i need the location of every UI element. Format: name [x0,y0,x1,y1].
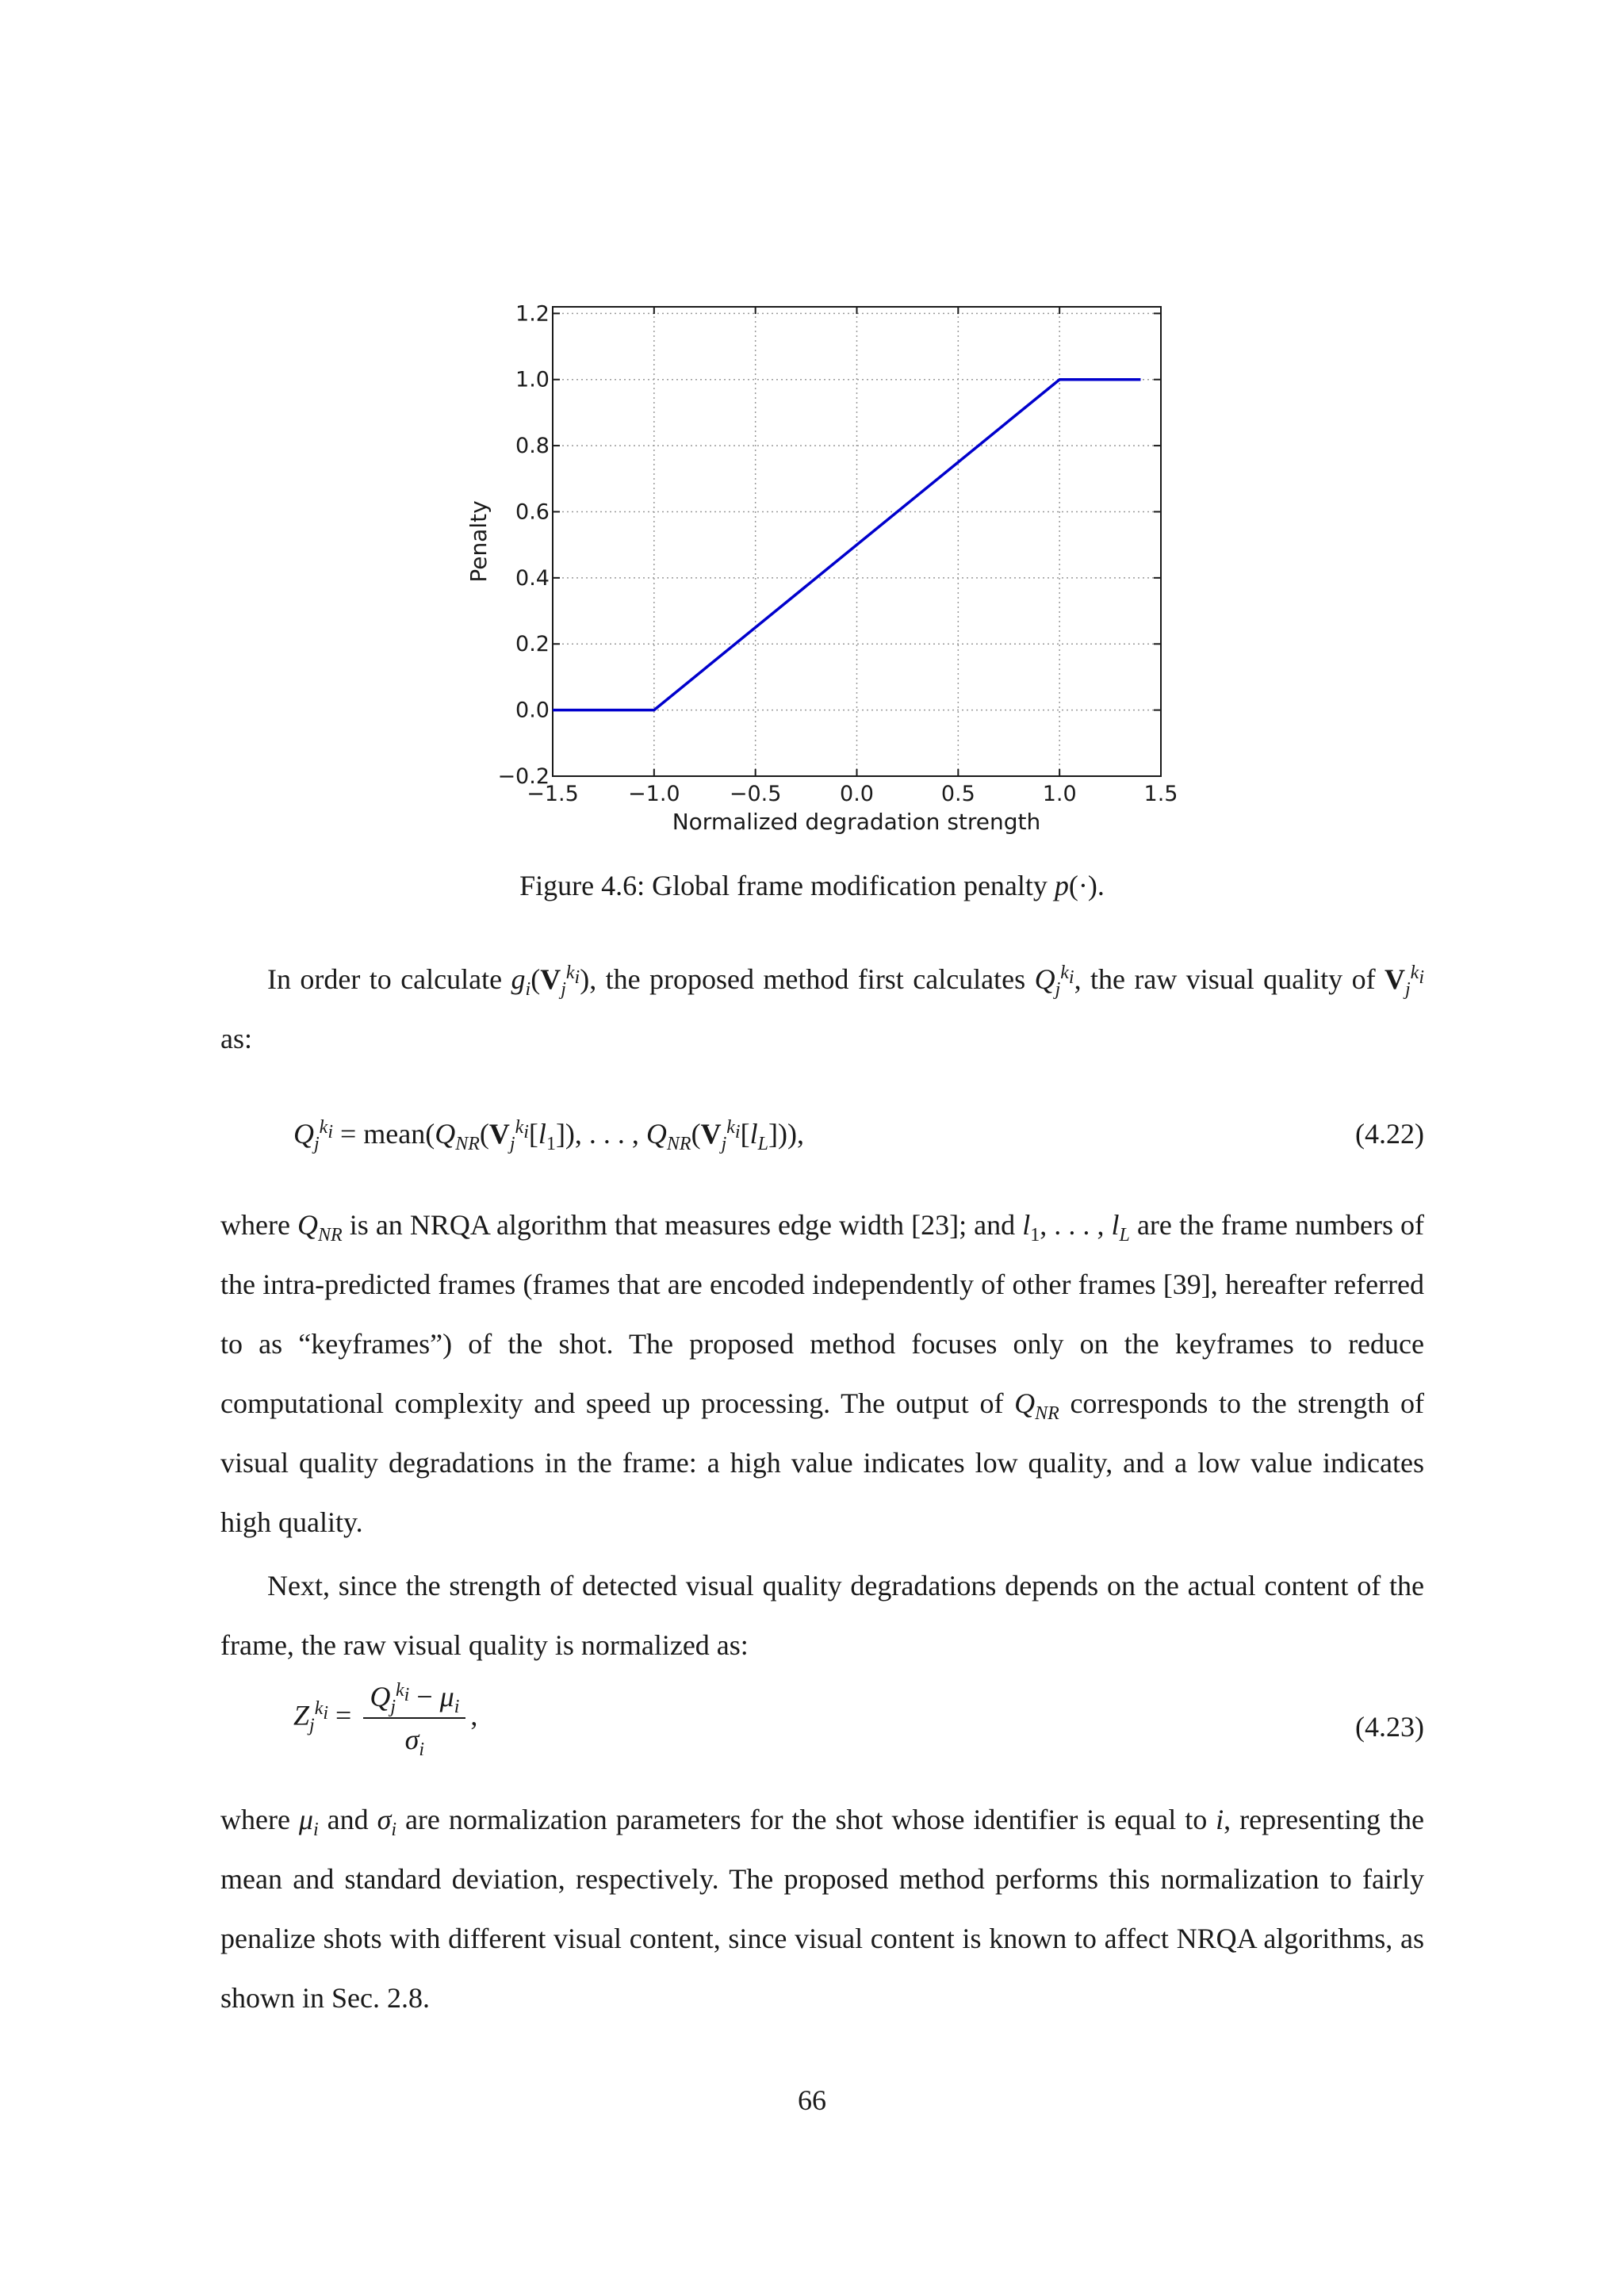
y-tick-label: 0.0 [515,698,550,723]
chart-ticks [497,301,1178,806]
paragraph-mu-sigma: where $\mu_i$ and $\sigma_i$ are normalization parameters for the shot whose identifier is equal to i, representing the mean and standard deviation, respectively. The proposed method performs this normalization to fairly penalize shots with different visual content, since visual content is known to affect NRQA algorithms, as shown in Sec. 2.8. [220,1804,1424,2014]
equation-number: (4.22) [1355,1118,1424,1150]
y-tick-label: 1.2 [515,301,550,327]
x-tick-label: 1.0 [1042,782,1077,806]
equation-4-22: $Q_j^{k_i}$ = $mean(Q_{NR}(V_j^{k_i}[l_1])$, . . . , $Q_{NR}(V_j^{k_i}[l_L])$), (4.22) [293,1117,1424,1155]
x-tick-label: 0.0 [840,782,874,806]
paragraph-gi-intro: In order to calculate $g_i(V_j^{k_i})$, the proposed method first calculates $Q_j^{k_i}$, the raw visual quality of $V_j^{k_i}$ as: [220,962,1424,1054]
paragraph-normalization: Next, since the strength of detected visual quality degradations depends on the actual content of the frame, the raw visual quality is normalized as: [220,1570,1424,1661]
y-tick-label: 0.8 [515,434,550,459]
x-axis-label: Normalized degradation strength [672,809,1041,835]
x-tick-label: 0.5 [940,782,975,806]
x-tick-label: −0.5 [729,782,782,806]
x-tick-label: 1.5 [1143,782,1178,806]
x-tick-label: −1.0 [628,782,680,806]
y-axis-label: Penalty [465,500,492,583]
equation-number: (4.23) [1355,1711,1424,1743]
figure-caption: Figure 4.6: Global frame modification penalty p(·). [519,870,1105,901]
y-tick-label: 1.0 [515,367,550,392]
paragraph-qnr: where $Q_{NR}$ is an NRQA algorithm that measures edge width [23]; and $l_1$, . . . , $l_L$ are the frame numbers of the intra-predicted frames (frames that are encoded independently of other frames [39], hereafter referred to as “keyframes”) of the shot. The proposed method focuses only on the keyframes to reduce computational complexity and speed up processing. The output of $Q_{NR}$ corresponds to the strength of visual quality degradations in the frame: a high value indicates low quality, and a low value indicates high quality. [220,1209,1425,1538]
penalty-series-line [553,380,1140,710]
y-tick-label: −0.2 [497,764,550,789]
chart-grid [553,307,1161,776]
x-tick-label: −1.5 [527,782,579,806]
y-tick-label: 0.2 [515,632,550,657]
penalty-chart [0,0,1624,856]
y-tick-label: 0.4 [515,565,550,591]
equation-4-23: $Z_j^{k_i}$ = $\frac{Q_j^{k_i} - \mu_i}{\sigma_i}$ , (4.23) [293,1680,1424,1761]
y-tick-label: 0.6 [515,499,550,525]
page-number: 66 [798,2084,826,2116]
chart-series [553,380,1140,710]
